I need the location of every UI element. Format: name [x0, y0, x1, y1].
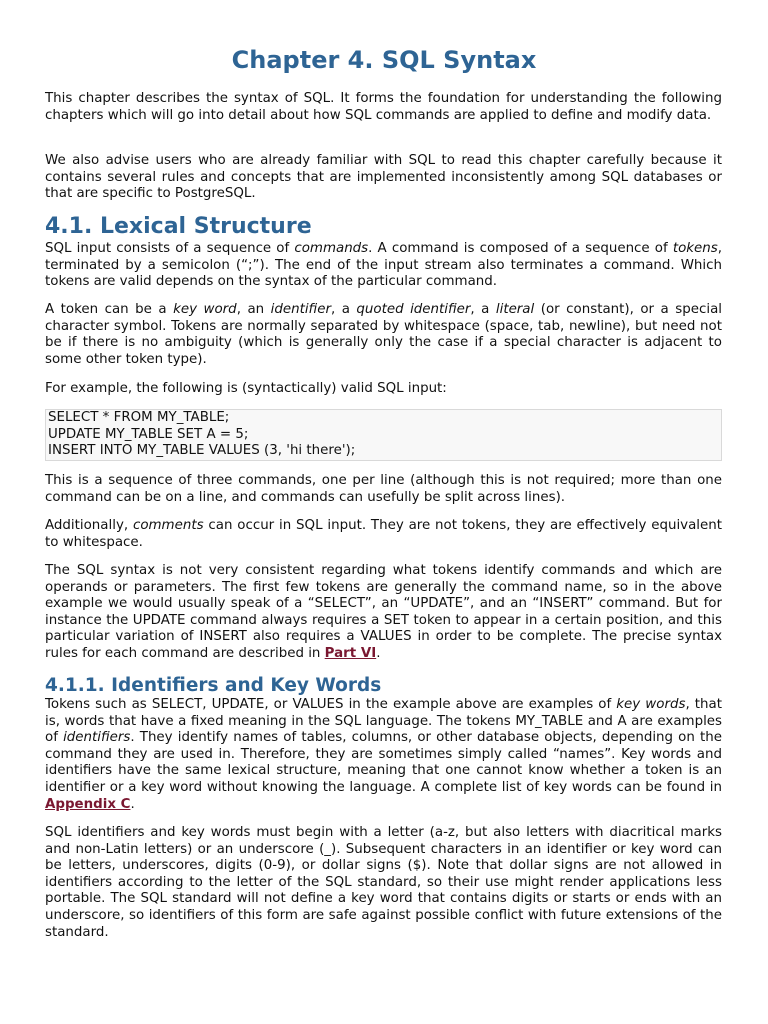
term-commands: commands	[294, 241, 369, 256]
section-heading-lexical	[45, 214, 722, 240]
lexical-paragraph-1	[45, 241, 722, 291]
text-run: , terminated by a semicolon (“;”). The end of the input stream also terminates a command. Which tokens are valid depends on the syntax of the particular command.	[45, 241, 722, 290]
lexical-text-3: For example, the following is (syntactically) valid SQL input:	[45, 381, 447, 396]
intro-text-2: We also advise users who are already familiar with SQL to read this chapter carefully because it contains several rules and concepts that are implemented inconsistently among SQL databases or that are specific to PostgreSQL.	[45, 153, 722, 202]
sql-code-block: SELECT * FROM MY_TABLE; UPDATE MY_TABLE SET A = 5; INSERT INTO MY_TABLE VALUES (3, 'hi there');	[45, 409, 722, 461]
text-run: , a	[330, 302, 357, 317]
subsection-title: 4.1.1. Identifiers and Key Words	[45, 675, 382, 696]
text-run: .	[376, 645, 381, 661]
text-run: .	[130, 796, 135, 812]
term-literal: literal	[495, 302, 535, 317]
part-vi-link[interactable]: Part VI	[324, 645, 377, 661]
lexical-text-6	[45, 563, 722, 663]
chapter-title: Chapter 4. SQL Syntax	[231, 46, 537, 74]
text-run: , that is, words that have a fixed meaning in the SQL language. The tokens MY_TABLE and A are examples of	[45, 697, 722, 746]
intro-paragraph-2	[45, 153, 722, 203]
text-run: (or constant), or a special character symbol. Tokens are normally separated by whitespace (space, tab, newline), but need not be if there is no ambiguity (which is generally only the case if a special character is adjacent to some other token type).	[45, 302, 722, 367]
term-comments: comments	[132, 518, 204, 533]
term-identifiers: identifiers	[63, 730, 131, 746]
text-run: . They identify names of tables, columns, or other database objects, depending on the command they are used in. Therefore, they are sometimes simply called “names”. Key words and identifiers have the same lexical structure, meaning that one cannot know whether a token is an identifier or a key word without knowing the language. A complete list of key words can be found in	[45, 730, 722, 795]
section-heading-identifiers	[45, 675, 722, 697]
lexical-text-1	[45, 241, 722, 291]
code-example	[45, 409, 722, 461]
text-run: , an	[236, 302, 271, 317]
term-key-word: key word	[173, 302, 237, 317]
intro-paragraph-1	[45, 91, 722, 124]
lexical-paragraph-3	[45, 381, 722, 398]
term-tokens: tokens	[672, 241, 718, 256]
text-run: , a	[470, 302, 496, 317]
lexical-paragraph-5	[45, 518, 722, 551]
lexical-text-5	[45, 518, 722, 551]
term-identifier: identifier	[270, 302, 331, 317]
identifiers-text-1	[45, 697, 722, 813]
identifiers-paragraph-1	[45, 697, 722, 813]
text-run: Additionally,	[45, 518, 133, 533]
text-run: SQL input consists of a sequence of	[45, 241, 295, 256]
lexical-paragraph-2	[45, 302, 722, 368]
text-run: The SQL syntax is not very consistent regarding what tokens identify commands and which are operands or parameters. The first few tokens are generally the command name, so in the above example we would usually speak of a “SELECT”, an “UPDATE”, and an “INSERT” command. But for instance the UPDATE command always requires a SET token to appear in a certain position, and this particular variation of INSERT also requires a VALUES in order to be complete. The precise syntax rules for each command are described in	[45, 563, 722, 661]
text-run: . A command is composed of a sequence of	[368, 241, 673, 256]
term-key-words: key words	[616, 697, 686, 712]
appendix-c-link[interactable]: Appendix C	[45, 796, 131, 812]
identifiers-text-2: SQL identifiers and key words must begin with a letter (a-z, but also letters with diacritical marks and non-Latin letters) or an underscore (_). Subsequent characters in an identifier or key word can be letters, underscores, digits (0-9), or dollar signs ($). Note that dollar signs are not allowed in identifiers according to the letter of the SQL standard, so their use might render applications less portable. The SQL standard will not define a key word that contains digits or starts or ends with an underscore, so identifiers of this form are safe against possible conflict with future extensions of the standard.	[45, 825, 722, 940]
intro-text-1: This chapter describes the syntax of SQL. It forms the foundation for understanding the following chapters which will go into detail about how SQL commands are applied to define and modify data.	[45, 91, 722, 123]
lexical-text-4: This is a sequence of three commands, one per line (although this is not required; more than one command can be on a line, and commands can usefully be split across lines).	[45, 473, 722, 505]
term-quoted-identifier: quoted identifier	[356, 302, 471, 317]
lexical-paragraph-4	[45, 473, 722, 506]
section-title: 4.1. Lexical Structure	[45, 214, 312, 239]
text-run: A token can be a	[45, 302, 174, 317]
text-run: can occur in SQL input. They are not tokens, they are effectively equivalent to whitespace.	[45, 518, 722, 550]
lexical-paragraph-6	[45, 563, 722, 663]
text-run: Tokens such as SELECT, UPDATE, or VALUES in the example above are examples of	[45, 697, 617, 712]
identifiers-paragraph-2	[45, 825, 722, 941]
lexical-text-2	[45, 302, 722, 368]
